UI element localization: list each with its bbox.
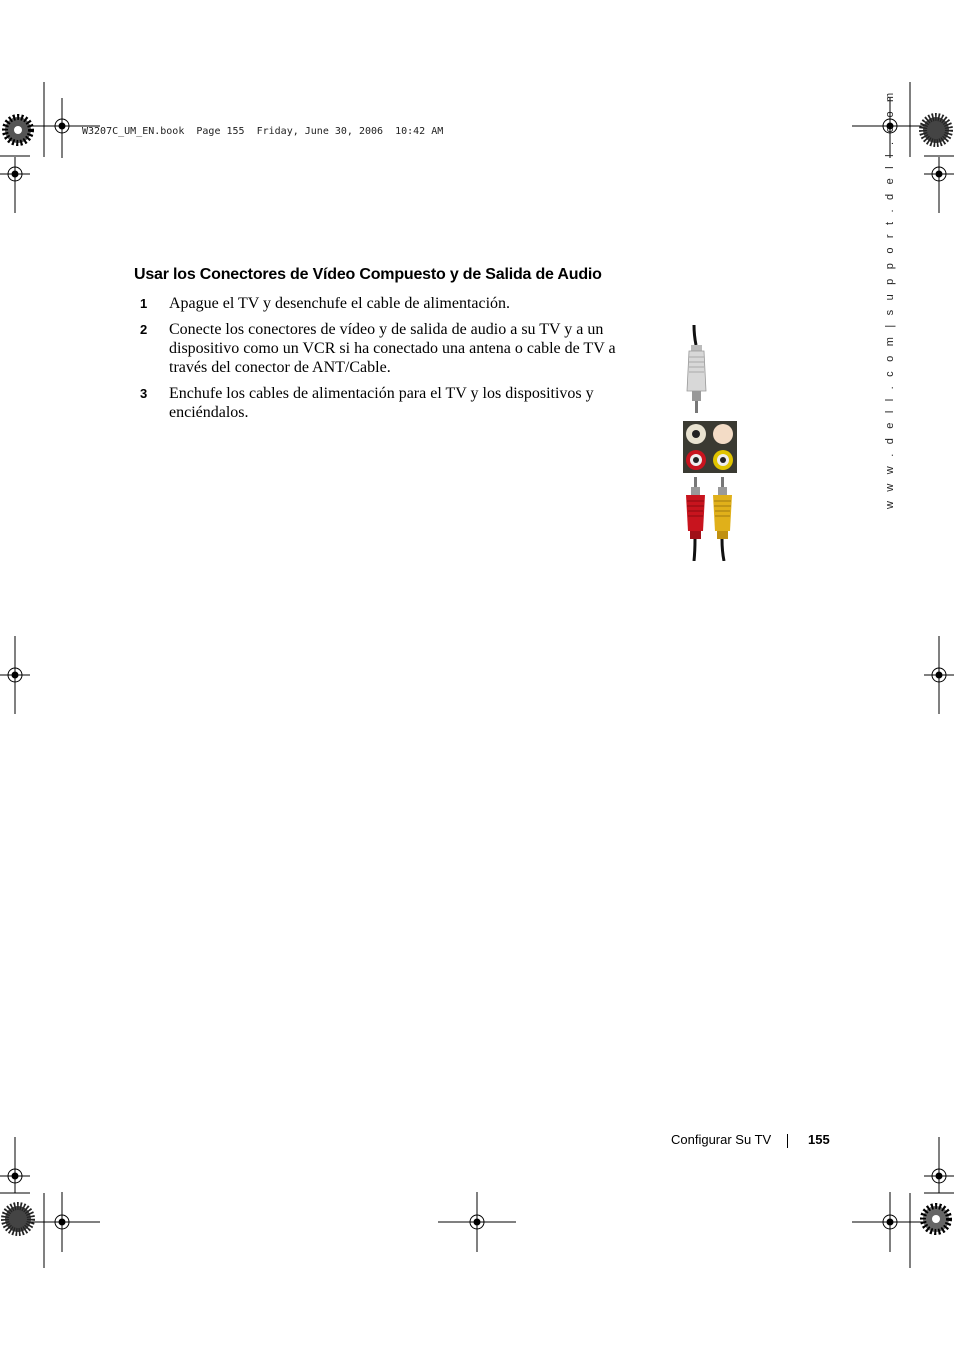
footer-chapter-label: Configurar Su TV [671, 1132, 772, 1147]
star-target-icon [5, 117, 31, 143]
yellow-rca-plug-icon [713, 477, 732, 561]
step-text: Conecte los conectores de vídeo y de salida de audio a su TV y a un dispositivo como un VCR si ha conectado una antena o cable de TV a través del conector de ANT/Cable. [169, 321, 616, 376]
composite-cable-illustration [680, 325, 740, 561]
side-url: w w w . d e l l . c o m | s u p p o r t . d e l l . c o m [884, 89, 896, 509]
red-rca-plug-icon [686, 477, 705, 561]
section-title: Usar los Conectores de Vídeo Compuesto y de Salida de Audio [134, 266, 602, 283]
page-number: 155 [808, 1132, 830, 1147]
step-text: Enchufe los cables de alimentación para el TV y los dispositivos y enciéndalos. [169, 385, 594, 421]
star-target-icon [923, 117, 949, 143]
step-number: 1 [140, 296, 148, 311]
white-rca-plug-icon [687, 325, 706, 413]
av-jack-panel-icon [683, 421, 737, 473]
print-slug: W3207C_UM_EN.book Page 155 Friday, June 30, 2006 10:42 AM [82, 126, 444, 137]
step-text: Apague el TV y desenchufe el cable de alimentación. [169, 295, 511, 312]
step-number: 2 [140, 322, 148, 337]
footer-divider [787, 1134, 788, 1148]
star-target-icon [5, 1206, 31, 1232]
star-target-icon [923, 1206, 949, 1232]
step-number: 3 [140, 386, 148, 401]
